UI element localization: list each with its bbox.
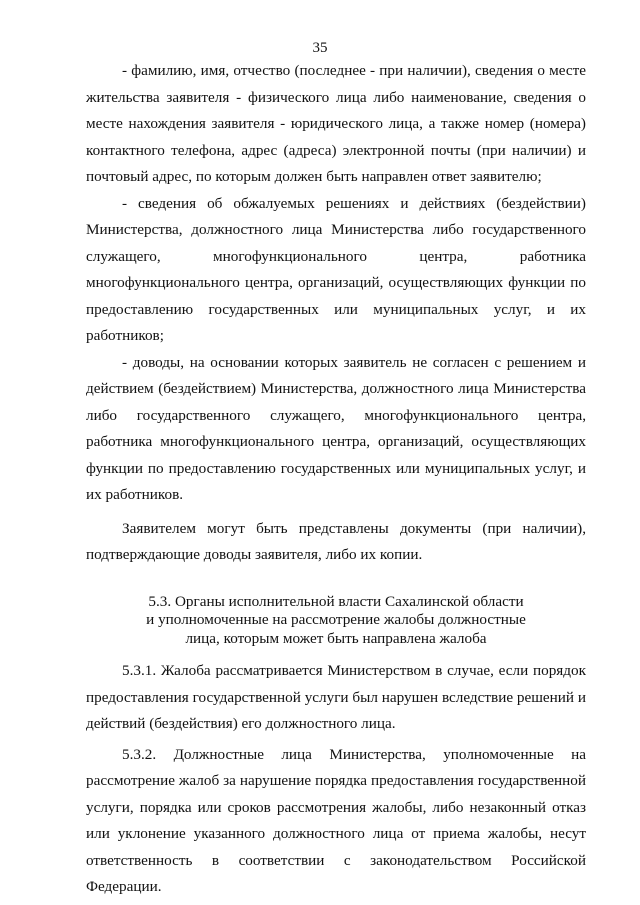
- section-heading-line: 5.3. Органы исполнительной власти Сахалинской области: [148, 592, 524, 610]
- section-heading: [86, 593, 586, 649]
- section-heading-line: и уполномоченные на рассмотрение жалобы должностные: [146, 611, 526, 628]
- document-body: [86, 58, 586, 901]
- page-number: 35: [312, 40, 328, 56]
- paragraph-arguments: - доводы, на основании которых заявитель не согласен с решением и действием (бездействием) Министерства, должностного лица Министерства либо государственного служащего, многофункционального центра, работника многофункционального центра, организаций, осуществляющих функции по предоставлению государственных или муниципальных услуг, и их работников.: [86, 353, 586, 503]
- paragraph-supporting-documents: Заявителем могут быть представлены документы (при наличии), подтверждающие доводы заявителя, либо их копии.: [86, 519, 586, 563]
- paragraph-5-3-1: 5.3.1. Жалоба рассматривается Министерством в случае, если порядок предоставления государственной услуги был нарушен вследствие решений и действий (бездействия) его должностного лица.: [86, 662, 586, 732]
- paragraph-5-3-2: 5.3.2. Должностные лица Министерства, уполномоченные на рассмотрение жалоб за нарушение порядка предоставления государственной услуги, порядка или сроков рассмотрения жалобы, либо незаконный отказ или уклонение указанного должностного лица от приема жалобы, несут ответственность в соответствии с законодательством Российской Федерации.: [86, 745, 586, 895]
- paragraph-appealed-decisions: - сведения об обжалуемых решениях и действиях (бездействии) Министерства, должностного лица Министерства либо государственного служащего, многофункционального центра, работника многофункционального центра, организаций, осуществляющих функции по предоставлению государственных или муниципальных услуг, и их работников;: [86, 194, 586, 344]
- paragraph-applicant-details: - фамилию, имя, отчество (последнее - при наличии), сведения о месте жительства заявителя - физического лица либо наименование, сведения о месте нахождения заявителя - юридического лица, а также номер (номера) контактного телефона, адрес (адреса) электронной почты (при наличии) и почтовый адрес, по которым должен быть направлен ответ заявителю;: [86, 62, 586, 185]
- section-heading-line: лица, которым может быть направлена жалоба: [185, 629, 487, 647]
